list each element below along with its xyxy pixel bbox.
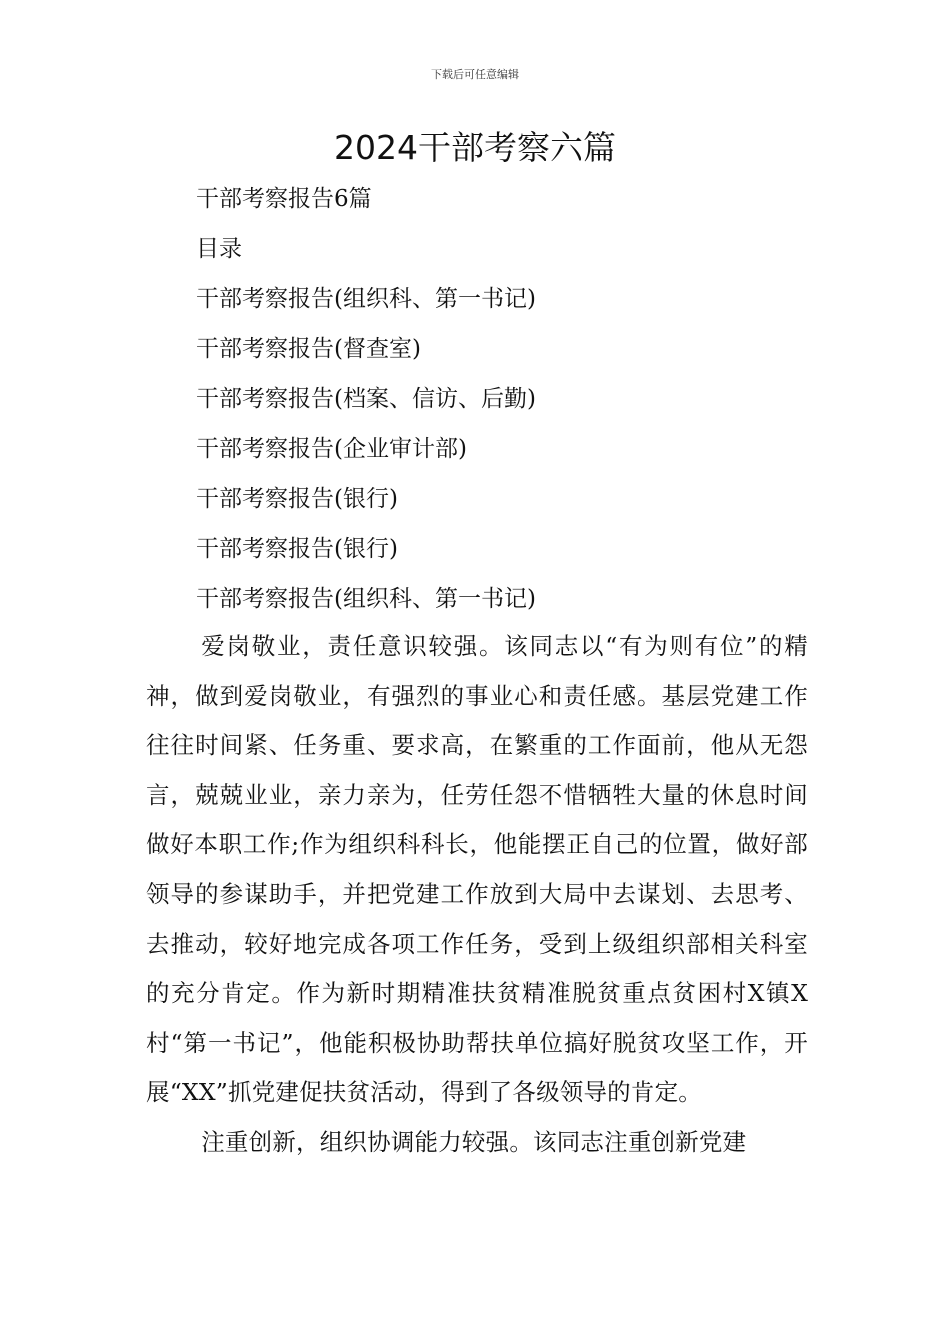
toc-item: 干部考察报告(企业审计部) xyxy=(196,436,467,462)
paragraph: 爱岗敬业，责任意识较强。该同志以“有为则有位”的精神，做到爱岗敬业，有强烈的事业心和责任感。基层党建工作往往时间紧、任务重、要求高，在繁重的工作面前，他从无怨言，兢兢业业，亲力亲为，任劳任怨不惜牺牲大量的休息时间做好本职工作;作为组织科科长，他能摆正自己的位置，做好部领导的参谋助手，并把党建工作放到大局中去谋划、去思考、去推动，较好地完成各项工作任务，受到上级组织部相关科室的充分肯定。作为新时期精准扶贫精准脱贫重点贫困村X镇X村“第一书记”，他能积极协助帮扶单位搞好脱贫攻坚工作，开展“XX”抓党建促扶贫活动，得到了各级领导的肯定。 xyxy=(146,632,808,1107)
toc-item: 干部考察报告(档案、信访、后勤) xyxy=(196,386,536,412)
section-heading: 干部考察报告(组织科、第一书记) xyxy=(196,586,536,612)
header-note: 下载后可任意编辑 xyxy=(431,68,519,81)
paragraph: 注重创新，组织协调能力较强。该同志注重创新党建 xyxy=(201,1127,747,1156)
toc-item: 干部考察报告(银行) xyxy=(196,536,398,562)
toc-label: 目录 xyxy=(196,236,242,262)
toc-item: 干部考察报告(组织科、第一书记) xyxy=(196,286,536,312)
page-title: 2024干部考察六篇 xyxy=(334,128,616,167)
toc-item: 干部考察报告(银行) xyxy=(196,486,398,512)
toc-item: 干部考察报告(督查室) xyxy=(196,336,421,362)
table-of-contents xyxy=(196,176,816,626)
toc-heading: 干部考察报告6篇 xyxy=(196,186,372,212)
body-text xyxy=(146,622,808,1168)
